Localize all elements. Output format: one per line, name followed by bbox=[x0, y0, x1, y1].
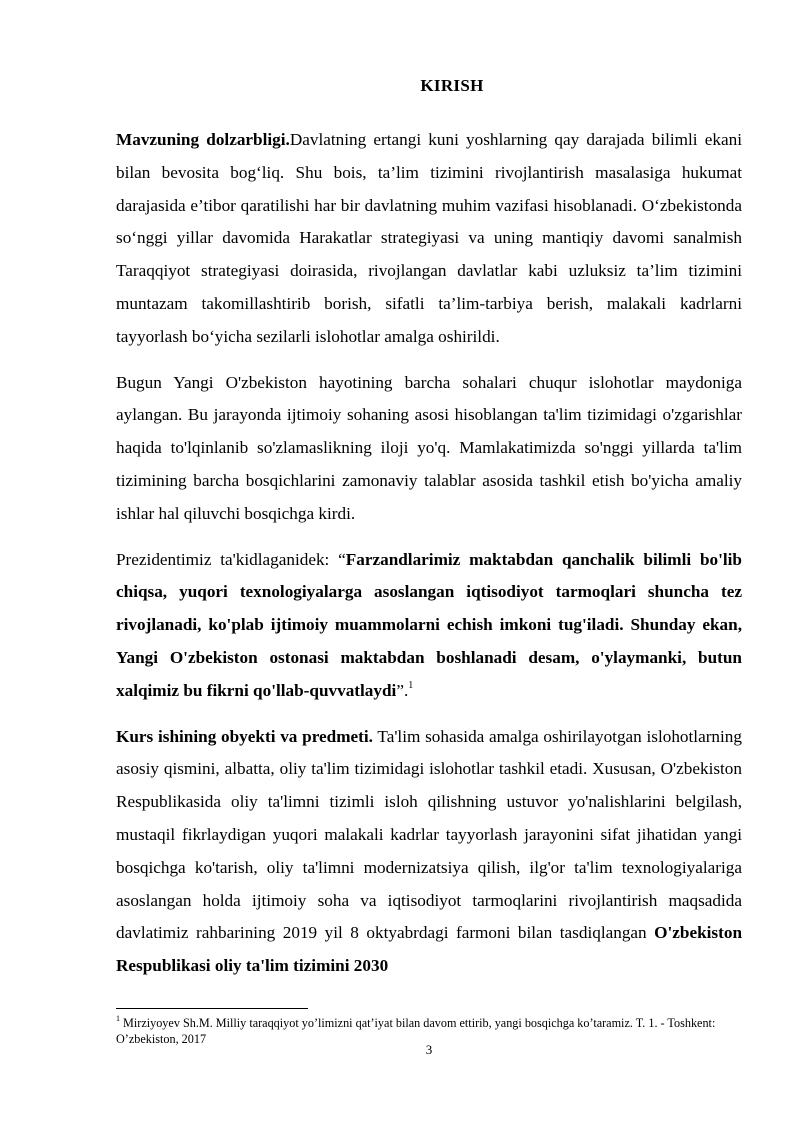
footnote-separator bbox=[116, 1008, 308, 1009]
paragraph-president-quote bbox=[116, 544, 742, 708]
paragraph-object-subject bbox=[116, 721, 742, 983]
relevance-text: Davlatning ertangi kuni yoshlarning qay darajada bilimli ekani bilan bevosita bog‘liq. Shu bois, ta’lim tizimini rivojlantirish masalasiga hukumat darajasida e’tibor qaratilishi har bir davlatning muhim vazifasi hisoblanadi. O‘zbekistonda so‘nggi yillar davomida Harakatlar strategiyasi va uning mantiqiy davomi sanalmish Taraqqiyot strategiyasi doirasida, rivojlangan davlatlar kabi uzluksiz ta’lim tizimini muntazam takomillashtirib borish, sifatli ta’lim-tarbiya berish, malakali kadrlarni tayyorlash bo‘yicha sezilarli islohotlar amalga oshirildi. bbox=[116, 130, 742, 346]
object-subject-bold-tail: O'zbekiston Respublikasi oliy ta'lim tizimini 2030 bbox=[116, 923, 742, 976]
page-number: 3 bbox=[425, 1042, 433, 1057]
footnote-text: Mirziyoyev Sh.M. Milliy taraqqiyot yo’limizni qat’iyat bilan davom ettirib, yangi bosqichga ko’taramiz. T. 1. - Toshkent: O’zbekiston, 2017 bbox=[116, 1016, 716, 1046]
document-body bbox=[116, 124, 742, 983]
relevance-heading: Mavzuning dolzarbligi. bbox=[116, 130, 290, 149]
footnote-number: 1 bbox=[116, 1013, 120, 1023]
paragraph-new-uzbekistan bbox=[116, 367, 742, 531]
quote-intro: Prezidentimiz ta'kidlaganidek: “ bbox=[116, 549, 346, 569]
footnote-reference[interactable]: 1 bbox=[408, 680, 414, 692]
quote-text: Farzandlarimiz maktabdan qanchalik bilimli bo'lib chiqsa, yuqori texnologiyalarga asoslangan iqtisodiyot tarmoqlari shuncha tez rivojlanadi, ko'plab ijtimoiy muammolarni echish imkoni tug'iladi. Shunday ekan, Yangi O'zbekiston ostonasi maktabdan boshlanadi desam, o'ylaymanki, butun xalqimiz bu fikrni qo'llab-quvvatlaydi bbox=[116, 549, 742, 700]
object-subject-text: Ta'lim sohasida amalga oshirilayotgan islohotlarning asosiy qismini, albatta, oliy ta'lim tizimidagi islohotlar tashkil etadi. Xususan, O'zbekiston Respublikasida oliy ta'limni tizimli isloh qilishning ustuvor yo'nalishlarini belgilash, mustaqil fikrlaydigan yuqori malakali kadrlar tayyorlash jarayonini sifat jihatidan yangi bosqichga ko'tarish, oliy ta'limni modernizatsiya qilish, ilg'or ta'lim texnologiyalariga asoslangan holda ijtimoiy soha va iqtisodiyot tarmoqlarini rivojlantirish maqsadida davlatimiz rahbarining 2019 yil 8 oktyabrdagi farmoni bilan tasdiqlangan bbox=[116, 726, 742, 943]
paragraph-relevance bbox=[116, 124, 742, 354]
object-subject-heading: Kurs ishining obyekti va predmeti. bbox=[116, 726, 373, 746]
new-uzbekistan-text: Bugun Yangi O'zbekiston hayotining barcha sohalari chuqur islohotlar maydoniga aylangan. Bu jarayonda ijtimoiy sohaning asosi hisoblangan ta'lim tizimidagi o'zgarishlar haqida to'lqinlanib so'zlamaslikning iloji yo'q. Mamlakatimizda so'nggi yillarda ta'lim tizimining barcha bosqichlarini zamonaviy talablar asosida tashkil etish bo'yicha amaliy ishlar hal qiluvchi bosqichga kirdi. bbox=[116, 372, 742, 523]
page-title: KIRISH bbox=[420, 76, 484, 95]
quote-end: ”. bbox=[396, 680, 409, 700]
